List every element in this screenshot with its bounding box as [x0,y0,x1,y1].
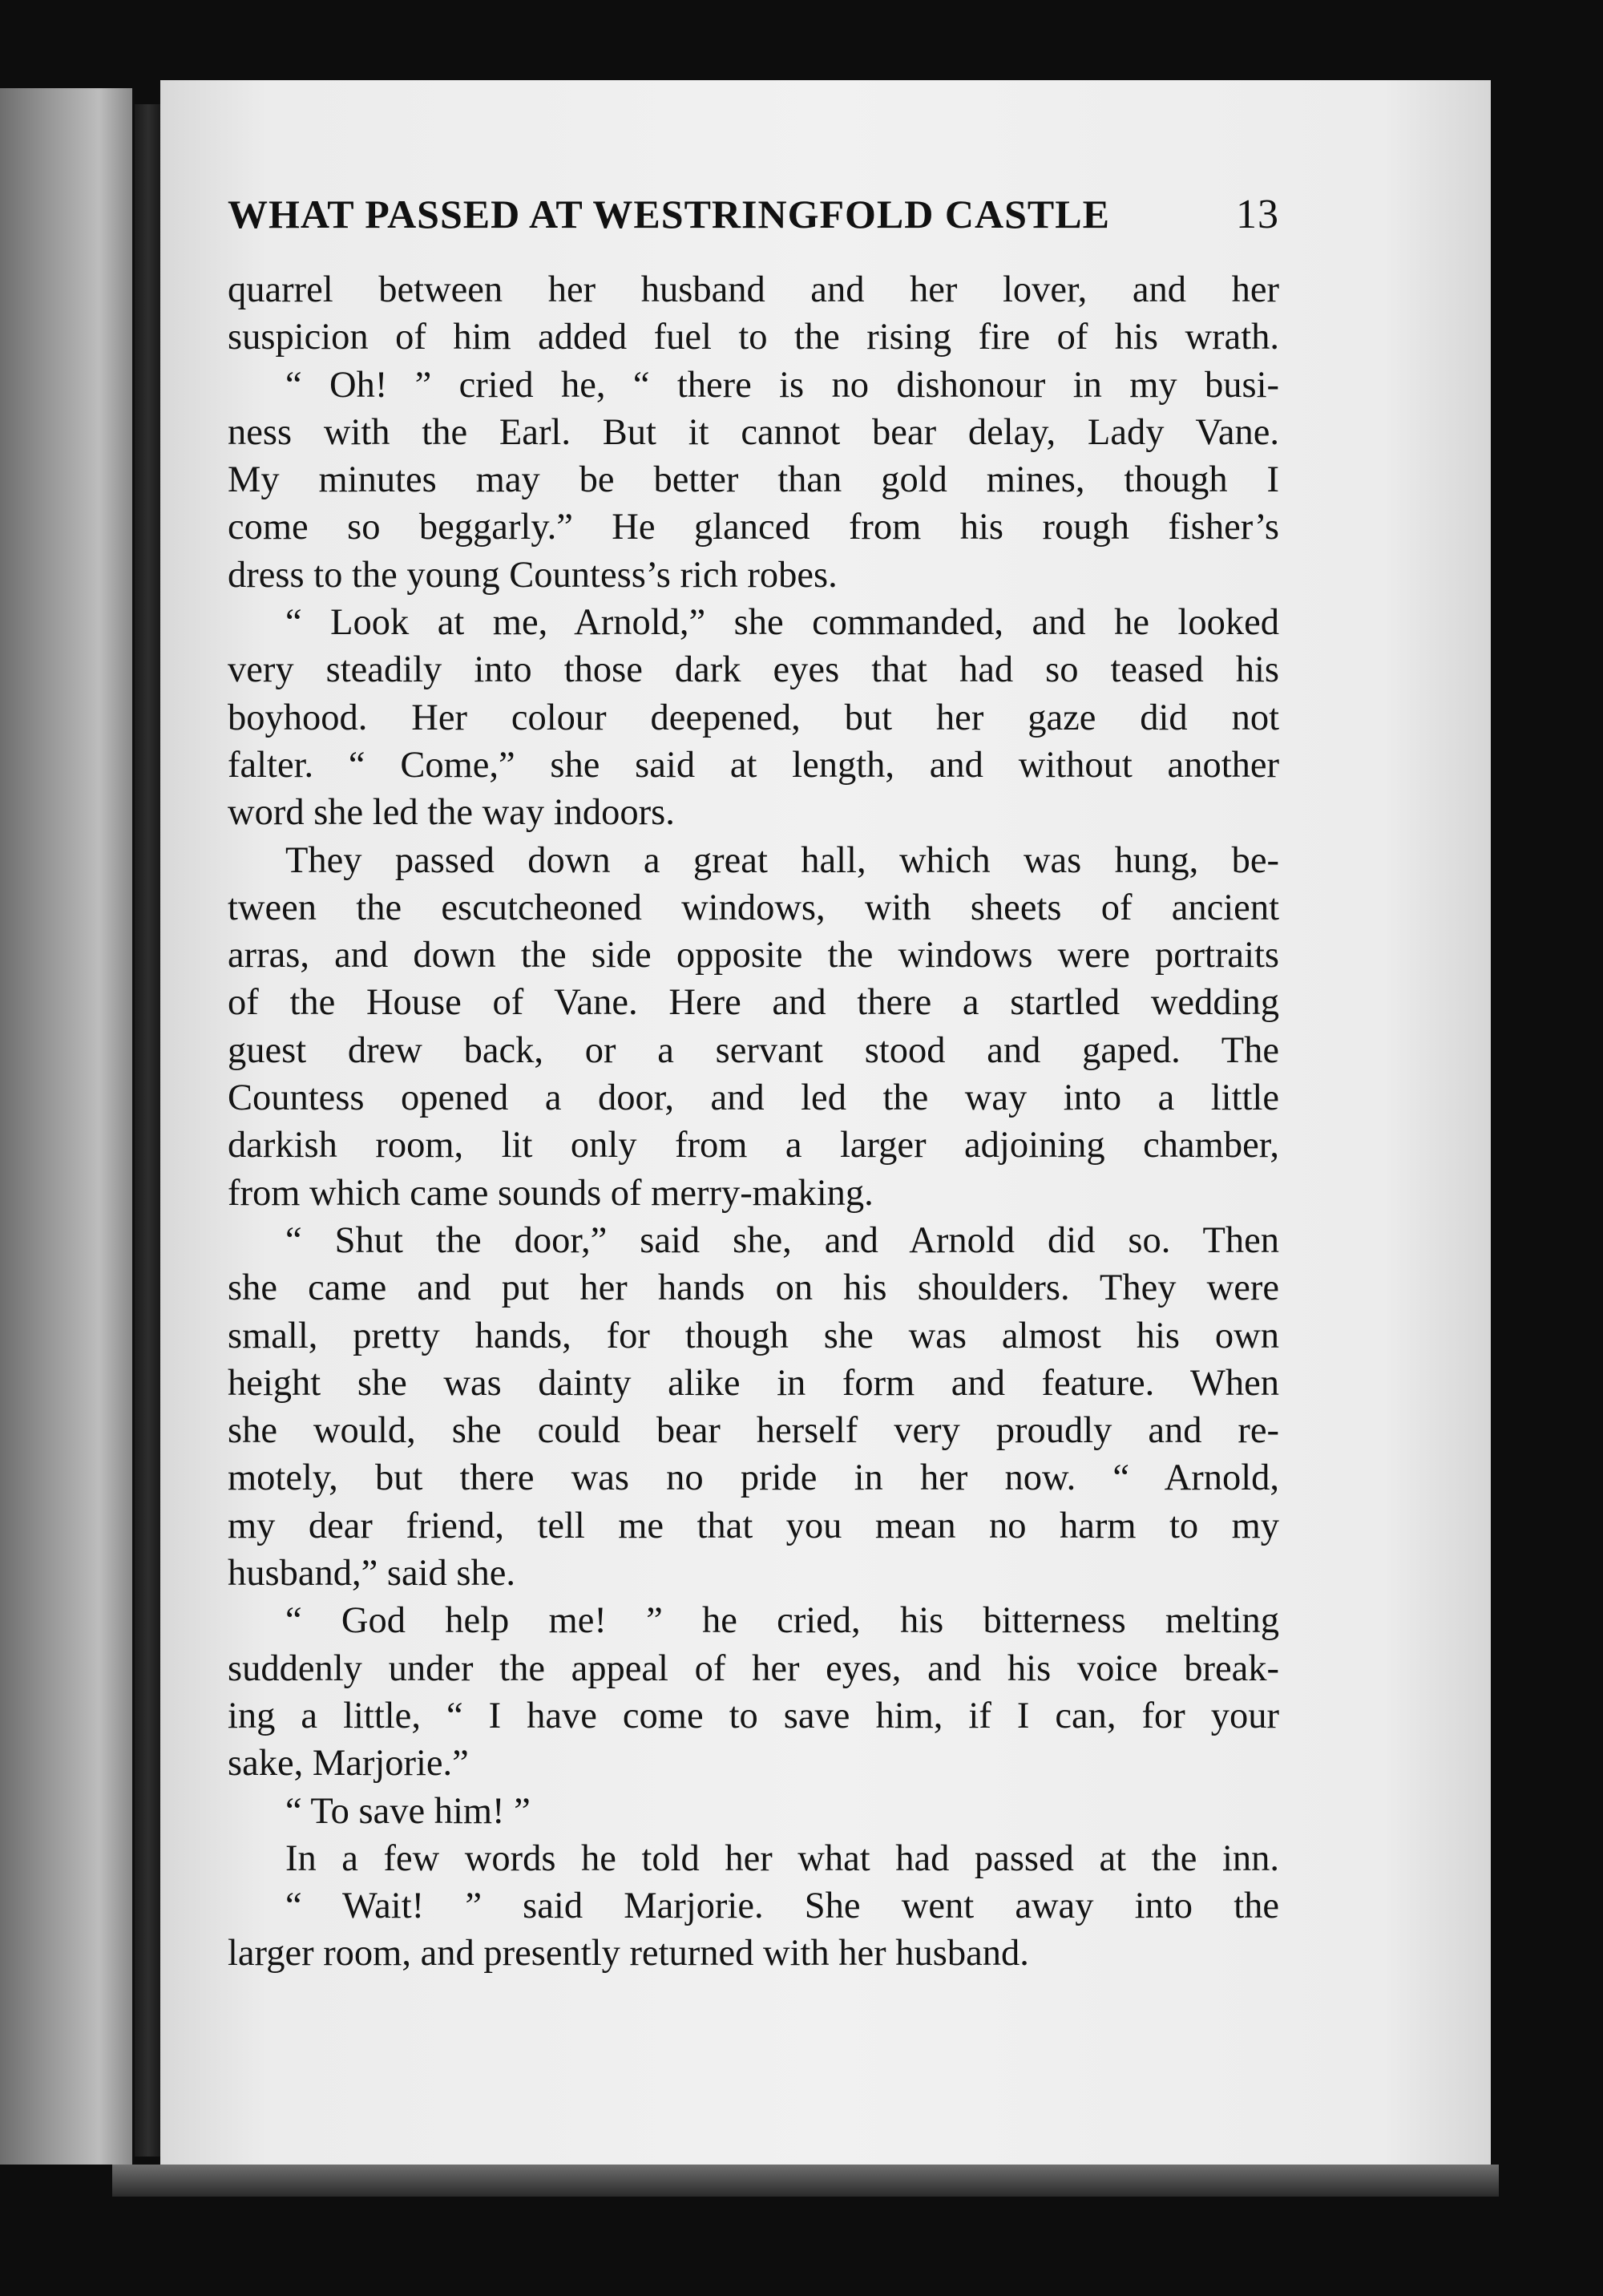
text-line: of the House of Vane. Here and there a startled wedding [228,982,1279,1024]
text-line: my dear friend, tell me that you mean no harm to my [228,1505,1279,1546]
text-line: “ Shut the door,” said she, and Arnold did so. Then [285,1219,1279,1261]
text-line: dress to the young Countess’s rich robes. [228,554,838,596]
text-line: suspicion of him added fuel to the rising fire of his wrath. [228,317,1279,358]
text-line: ing a little, “ I have come to save him, if I can, for your [228,1695,1279,1736]
running-header [228,191,1279,238]
text-line: falter. “ Come,” she said at length, and without another [228,744,1279,786]
text-line: she would, she could bear herself very proudly and re- [228,1410,1279,1452]
text-line: “ Wait! ” said Marjorie. She went away into the [285,1886,1279,1927]
text-line: Countess opened a door, and led the way into a little [228,1077,1279,1119]
text-line: “ To save him! ” [285,1790,531,1832]
text-line: “ God help me! ” he cried, his bitterness melting [285,1600,1279,1642]
text-line: height she was dainty alike in form and feature. When [228,1362,1279,1404]
text-line: My minutes may be better than gold mines, though I [228,459,1279,501]
previous-page-edge [0,88,132,2165]
text-line: ness with the Earl. But it cannot bear delay, Lady Vane. [228,411,1279,453]
text-line: In a few words he told her what had passed at the inn. [285,1837,1279,1879]
text-line: quarrel between her husband and her lover, and her [228,269,1279,310]
text-line: arras, and down the side opposite the windows were portraits [228,935,1279,976]
text-line: They passed down a great hall, which was hung, be- [285,839,1279,881]
text-line: come so beggarly.” He glanced from his rough fisher’s [228,507,1279,548]
text-line: husband,” said she. [228,1553,516,1595]
page-bottom-shadow [112,2165,1499,2197]
page-number: 13 [1236,192,1279,237]
text-line: “ Oh! ” cried he, “ there is no dishonour in my busi- [285,364,1279,406]
book-gutter [135,104,162,2157]
text-line: very steadily into those dark eyes that had so teased his [228,649,1279,691]
text-line: tween the escutcheoned windows, with sheets of ancient [228,887,1279,928]
text-line: boyhood. Her colour deepened, but her gaze did not [228,697,1279,738]
page-body-text [228,266,1279,1978]
text-line: small, pretty hands, for though she was almost his own [228,1315,1279,1356]
running-title: WHAT PASSED AT WESTRINGFOLD CASTLE [228,192,1110,236]
text-line: guest drew back, or a servant stood and gaped. The [228,1029,1279,1071]
text-line: from which came sounds of merry-making. [228,1172,874,1214]
text-line: darkish room, lit only from a larger adjoining chamber, [228,1125,1279,1166]
text-line: larger room, and presently returned with her husband. [228,1933,1029,1975]
text-line: word she led the way indoors. [228,792,675,834]
text-line: motely, but there was no pride in her now. “ Arnold, [228,1457,1279,1499]
text-line: she came and put her hands on his shoulders. They were [228,1267,1279,1309]
text-line: sake, Marjorie.” [228,1743,469,1785]
text-line: suddenly under the appeal of her eyes, and his voice break- [228,1647,1279,1689]
text-line: “ Look at me, Arnold,” she commanded, and he looked [285,602,1279,644]
